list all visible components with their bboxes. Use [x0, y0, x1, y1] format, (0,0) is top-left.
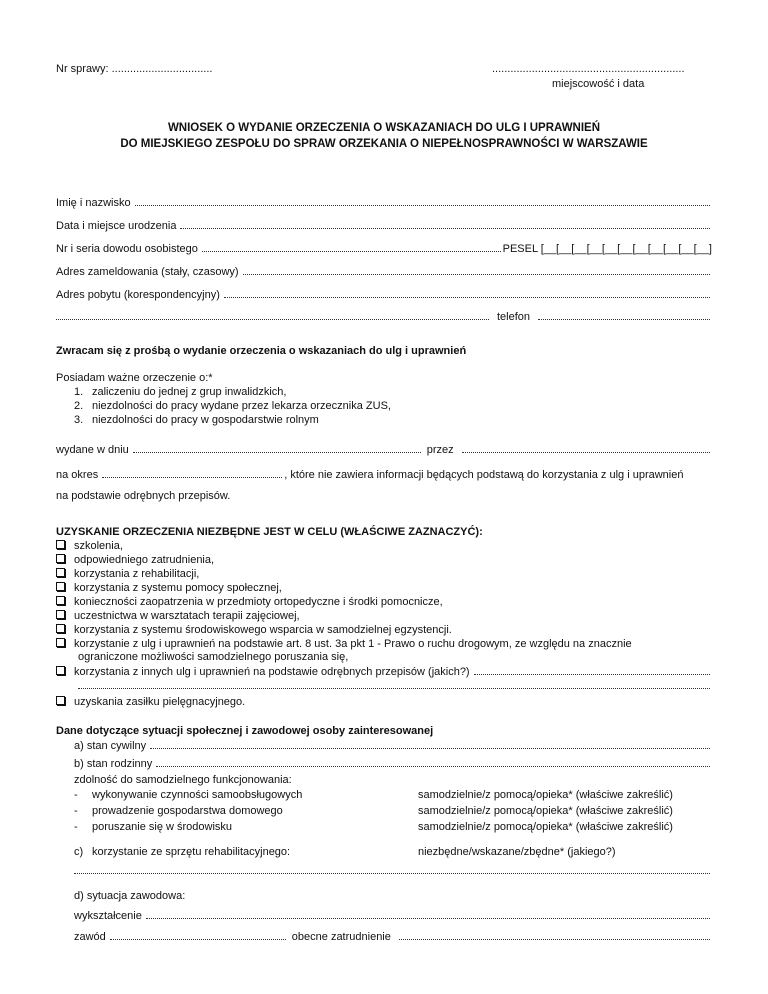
registered-address-field[interactable]	[56, 262, 712, 278]
name-field[interactable]	[56, 193, 712, 209]
residence-address-field[interactable]	[56, 285, 712, 301]
registered-address-label: Adres zameldowania (stały, czasowy)	[56, 266, 239, 278]
list-item: zaliczeniu do jednej z grup inwalidzkich,	[92, 386, 287, 398]
purpose-option[interactable]: uczestnictwa w warsztatach terapii zajęciowej,	[56, 609, 300, 623]
phone-label: telefon	[496, 311, 530, 323]
dash: -	[74, 789, 78, 801]
independence-item-label: prowadzenie gospodarstwa domowego	[92, 805, 283, 817]
issued-field[interactable]	[56, 440, 712, 456]
form-title-line2: DO MIEJSKIEGO ZESPOŁU DO SPRAW ORZEKANIA O NIEPEŁNOSPRAWNOŚCI W WARSZAWIE	[120, 138, 648, 150]
list-item-number: 1.	[74, 386, 84, 398]
checkbox-icon[interactable]	[56, 624, 65, 633]
purpose-option[interactable]: szkolenia,	[56, 539, 123, 553]
independence-item-label: poruszanie się w środowisku	[92, 821, 233, 833]
independence-item-value[interactable]: samodzielnie/z pomocą/opieka* (właściwe zakreślić)	[418, 789, 673, 801]
employment-input[interactable]	[399, 938, 710, 940]
dash: -	[74, 821, 78, 833]
issued-label: wydane w dniu	[56, 444, 129, 456]
request-heading: Zwracam się z prośbą o wydanie orzeczenia o wskazaniach do ulg i uprawnień	[56, 345, 467, 357]
period-label: na okres	[56, 469, 99, 481]
place-date-field[interactable]: ...............................................................	[492, 63, 685, 75]
checkbox-icon[interactable]	[56, 696, 65, 705]
independence-item-value[interactable]: samodzielnie/z pomocą/opieka* (właściwe zakreślić)	[418, 805, 673, 817]
purpose-option[interactable]: korzystania z innych ulg i uprawnień na podstawie odrębnych przepisów (jakich?)	[56, 662, 712, 678]
education-field[interactable]: wykształcenie	[74, 906, 712, 922]
case-number-label: Nr sprawy: .................................	[56, 63, 213, 75]
work-situation-label: d) sytuacja zawodowa:	[74, 890, 186, 902]
checkbox-icon[interactable]	[56, 582, 65, 591]
social-heading: Dane dotyczące sytuacji społecznej i zawodowej osoby zainteresowanej	[56, 725, 434, 737]
purpose-option[interactable]: korzystania z systemu pomocy społecznej,	[56, 581, 282, 595]
issued-date-input[interactable]	[133, 451, 421, 453]
id-card-label: Nr i seria dowodu osobistego	[56, 243, 198, 255]
independence-item-value[interactable]: samodzielnie/z pomocą/opieka* (właściwe zakreślić)	[418, 821, 673, 833]
birth-label: Data i miejsce urodzenia	[56, 220, 177, 232]
rehab-equipment-field[interactable]	[74, 861, 712, 877]
purpose-option[interactable]: uzyskania zasiłku pielęgnacyjnego.	[56, 695, 245, 709]
list-item: niezdolności do pracy wydane przez lekarza orzecznika ZUS,	[92, 400, 391, 412]
marital-status-field[interactable]: a) stan cywilny	[74, 736, 712, 752]
checkbox-icon[interactable]	[56, 610, 65, 619]
checkbox-icon[interactable]	[56, 596, 65, 605]
id-card-field[interactable]	[56, 239, 712, 255]
form-title-line1: WNIOSEK O WYDANIE ORZECZENIA O WSKAZANIACH DO ULG I UPRAWNIEŃ	[167, 122, 601, 134]
purpose-option[interactable]: konieczności zaopatrzenia w przedmioty ortopedyczne i środki pomocnicze,	[56, 595, 443, 609]
purpose-option[interactable]: odpowiedniego zatrudnienia,	[56, 553, 214, 567]
rehab-equipment-marker: c)	[74, 846, 84, 858]
independence-item-label: wykonywanie czynności samoobsługowych	[92, 789, 303, 801]
profession-input[interactable]	[110, 938, 286, 940]
pesel-field[interactable]: PESEL [__[__[__[__[__[__[__[__[__[__[__]	[502, 243, 712, 255]
purpose-option[interactable]: korzystania z systemu środowiskowego wsparcia w samodzielnej egzystencji.	[56, 623, 452, 637]
possess-label: Posiadam ważne orzeczenie o:*	[56, 372, 213, 384]
other-reliefs-continuation[interactable]	[78, 676, 712, 692]
period-tail-continuation: na podstawie odrębnych przepisów.	[56, 490, 231, 502]
purpose-option-continuation: ograniczone możliwości samodzielnego poruszania się,	[78, 651, 349, 663]
purpose-option[interactable]: korzystanie z ulg i uprawnień na podstawie art. 8 ust. 3a pkt 1 - Prawo o ruchu drogowym, ze względu na znacznie	[56, 637, 632, 651]
independence-label: zdolność do samodzielnego funkcjonowania:	[74, 774, 292, 786]
checkbox-icon[interactable]	[56, 540, 65, 549]
list-item-number: 2.	[74, 400, 84, 412]
checkbox-icon[interactable]	[56, 568, 65, 577]
period-input[interactable]	[102, 476, 282, 478]
phone-field[interactable]	[538, 318, 710, 320]
profession-field[interactable]: zawód obecne zatrudnienie	[74, 927, 712, 943]
period-tail: , które nie zawiera informacji będących podstawą do korzystania z ulg i uprawnień	[284, 469, 684, 481]
birth-field[interactable]	[56, 216, 712, 232]
dash: -	[74, 805, 78, 817]
list-item: niezdolności do pracy w gospodarstwie rolnym	[92, 414, 319, 426]
issued-by-label: przez	[426, 444, 454, 456]
period-field[interactable]	[56, 465, 712, 481]
purpose-heading: UZYSKANIE ORZECZENIA NIEZBĘDNE JEST W CELU (WŁAŚCIWE ZAZNACZYĆ):	[56, 526, 483, 538]
employment-label: obecne zatrudnienie	[291, 931, 391, 943]
name-label: Imię i nazwisko	[56, 197, 131, 209]
rehab-equipment-value[interactable]: niezbędne/wskazane/zbędne* (jakiego?)	[418, 846, 616, 858]
family-status-field[interactable]: b) stan rodzinny	[74, 754, 712, 770]
residence-address-label: Adres pobytu (korespondencyjny)	[56, 289, 220, 301]
checkbox-icon[interactable]	[56, 666, 65, 675]
checkbox-icon[interactable]	[56, 638, 65, 647]
issued-by-input[interactable]	[462, 451, 710, 453]
other-reliefs-input[interactable]	[474, 673, 710, 675]
address-continuation-field[interactable]	[56, 307, 712, 323]
rehab-equipment-label: korzystanie ze sprzętu rehabilitacyjnego:	[92, 846, 291, 858]
checkbox-icon[interactable]	[56, 554, 65, 563]
purpose-option[interactable]: korzystania z rehabilitacji,	[56, 567, 199, 581]
place-date-caption: miejscowość i data	[552, 78, 645, 90]
list-item-number: 3.	[74, 414, 84, 426]
